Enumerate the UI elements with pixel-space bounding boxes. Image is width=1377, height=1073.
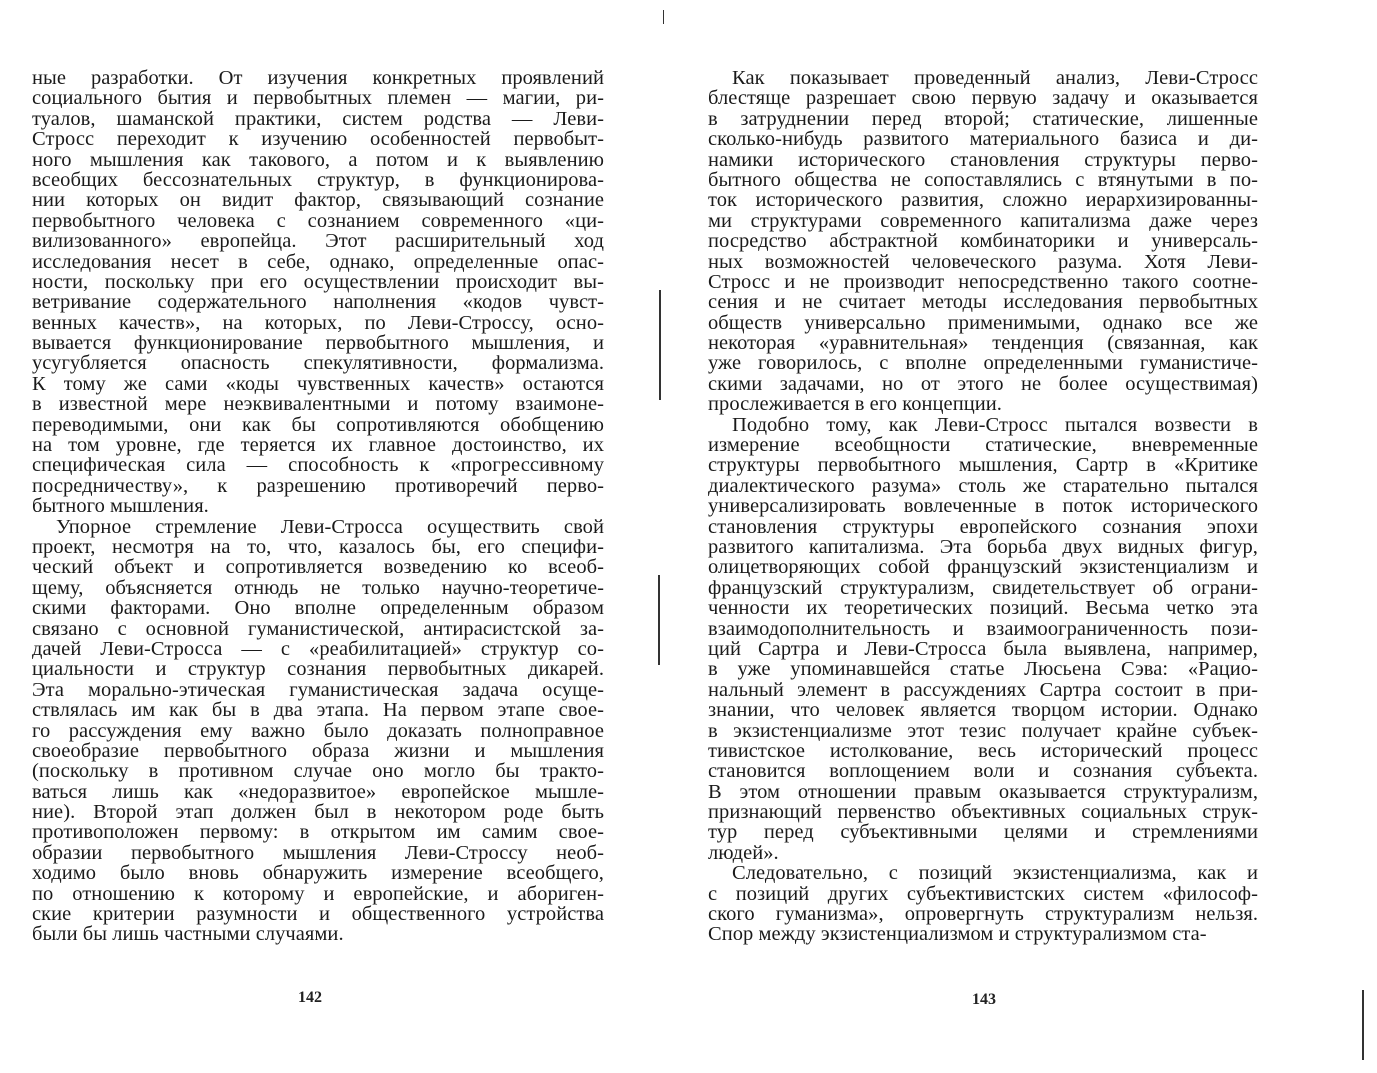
- text-line: щему, объясняется отнюдь не только научно-теоретиче-: [32, 576, 604, 599]
- text-line: образии первобытного мышления Леви-Строссу необ-: [32, 841, 604, 864]
- text-line: бытного общества не сопоставлялись с втянутыми в по-: [708, 168, 1258, 191]
- text-line: в экзистенциализме этот тезис получает крайне субъек-: [708, 719, 1258, 742]
- text-line: ские критерии разумности и общественного устройства: [32, 903, 604, 926]
- text-line: знании, что человек является творцом истории. Однако: [708, 699, 1258, 722]
- text-line: ности, поскольку при его осуществлении происходит вы-: [32, 270, 604, 293]
- text-line: усугубляется опасность спекулятивности, формализма.: [32, 352, 604, 375]
- text-line: намики исторического становления структуры перво-: [708, 148, 1258, 171]
- text-line: структуры первобытного мышления, Сартр в «Критике: [708, 454, 1258, 477]
- text-line: посредничеству», к разрешению противоречий перво-: [32, 474, 604, 497]
- text-line: взаимодополнительность и взаимоограниченность пози-: [708, 617, 1258, 640]
- gutter-line: [659, 290, 661, 400]
- text-line: ми структурами современного капитализма даже через: [708, 209, 1258, 232]
- text-line: ние). Второй этап должен был в некотором роде быть: [32, 801, 604, 824]
- text-line: людей».: [708, 841, 779, 864]
- text-line: исследования несет в себе, однако, определенные опас-: [32, 250, 604, 273]
- text-line: тур перед субъективными целями и стремлениями: [708, 821, 1258, 844]
- text-line: туалов, шаманской практики, систем родства — Леви-: [32, 107, 604, 130]
- text-line: нии которых он видит фактор, связывающий сознание: [32, 189, 604, 212]
- text-line: первобытного человека с сознанием современного «ци-: [32, 209, 604, 232]
- text-line: тивистское истолкование, весь исторический процесс: [708, 739, 1258, 762]
- text-line: своеобразие первобытного образа жизни и мышления: [32, 739, 604, 762]
- text-line: (поскольку в противном случае оно могло бы тракто-: [32, 760, 604, 783]
- text-line: венных качеств», на которых, по Леви-Строссу, осно-: [32, 311, 604, 334]
- text-line: ского гуманизма», опровергнуть структурализм нельзя.: [708, 903, 1258, 926]
- text-line: прослеживается в его концепции.: [708, 393, 1002, 416]
- text-line: сения и не считает методы исследования первобытных: [708, 291, 1258, 314]
- text-line: некоторая «уравнительная» тенденция (связанная, как: [708, 332, 1258, 355]
- text-line: французский структурализм, свидетельствует об ограни-: [708, 576, 1258, 599]
- text-line: ток исторического развития, сложно иерархизированны-: [708, 189, 1258, 212]
- text-line: ных возможностей человеческого разума. Хотя Леви-: [708, 250, 1258, 273]
- text-line: всеобщих бессознательных структур, в функционирова-: [32, 168, 604, 191]
- text-line: становится воплощением воли и сознания субъекта.: [708, 760, 1258, 783]
- text-line: универсализировать вовлеченные в поток исторического: [708, 495, 1258, 518]
- text-line: ветривание содержательного наполнения «кодов чувст-: [32, 291, 604, 314]
- right-page-text: [708, 68, 1258, 945]
- text-line: с позиций других субъективистских систем «философ-: [708, 882, 1258, 905]
- text-line: ходимо было вновь обнаружить измерение всеобщего,: [32, 862, 604, 885]
- text-line: ваться лишь как «недоразвитое» европейское мышле-: [32, 780, 604, 803]
- text-line: становления структуры европейского сознания эпохи: [708, 515, 1258, 538]
- text-line: развитого капитализма. Эта борьба двух видных фигур,: [708, 535, 1258, 558]
- text-line: ций Сартра и Леви-Стросса была выявлена, например,: [708, 637, 1258, 660]
- text-line: посредство абстрактной комбинаторики и универсаль-: [708, 230, 1258, 253]
- right-page-number: 143: [972, 991, 996, 1008]
- text-line: вилизованного» европейца. Этот расширительный ход: [32, 230, 604, 253]
- text-line: в уже упоминавшейся статье Люсьена Сэва: «Рацио-: [708, 658, 1258, 681]
- text-line: Как показывает проведенный анализ, Леви-Стросс: [732, 67, 1258, 89]
- text-line: Следовательно, с позиций экзистенциализма, как и: [732, 862, 1258, 885]
- text-line: специфическая сила — способность к «прогрессивному: [32, 454, 604, 477]
- text-line: олицетворяющих собой французский экзистенциализм и: [708, 556, 1258, 579]
- right-page: [688, 0, 1377, 1073]
- text-line: блестяще разрешает свою первую задачу и оказывается: [708, 87, 1258, 110]
- text-line: измерение всеобщности статические, вневременные: [708, 434, 1258, 457]
- text-line: переводимыми, они как бы сопротивляются обобщению: [32, 413, 604, 436]
- text-line: диалектического разума» столь же старательно пытался: [708, 474, 1258, 497]
- text-line: ного мышления как такового, а потом и к выявлению: [32, 148, 604, 171]
- text-line: были бы лишь частными случаями.: [32, 923, 344, 946]
- text-line: ствлялась им как бы в два этапа. На первом этапе свое-: [32, 699, 604, 722]
- text-line: К тому же сами «коды чувственных качеств» остаются: [32, 372, 604, 395]
- text-line: сколько-нибудь развитого материального базиса и ди-: [708, 128, 1258, 151]
- gutter-line: [658, 575, 660, 665]
- text-line: Стросс переходит к изучению особенностей первобыт-: [32, 128, 604, 151]
- text-line: скими факторами. Оно вполне определенным образом: [32, 597, 604, 620]
- text-line: на том уровне, где теряется их главное достоинство, их: [32, 434, 604, 457]
- text-line: Упорное стремление Леви-Стросса осуществить свой: [56, 515, 604, 538]
- text-line: уже говорилось, с вполне определенными гуманистиче-: [708, 352, 1258, 375]
- text-line: го рассуждения ему важно было доказать полноправное: [32, 719, 604, 742]
- text-line: Стросс и не производит непосредственно такого соотне-: [708, 270, 1258, 293]
- text-line: циальности и структур сознания первобытных дикарей.: [32, 658, 604, 681]
- text-line: скими задачами, но от этого не более осуществимая): [708, 372, 1258, 395]
- text-line: связано с основной гуманистической, антирасистской за-: [32, 617, 604, 640]
- text-line: признающий первенство объективных социальных струк-: [708, 801, 1258, 824]
- text-line: дачей Леви-Стросса — с «реабилитацией» структур со-: [32, 637, 604, 660]
- gutter-line: [663, 10, 664, 24]
- text-line: в затруднении перед второй; статические, лишенные: [708, 107, 1258, 130]
- text-line: ченности их теоретических позиций. Весьма четко эта: [708, 597, 1258, 620]
- text-line: противоположен первому: в открытом им самим свое-: [32, 821, 604, 844]
- left-page-number: 142: [298, 989, 322, 1006]
- text-line: Подобно тому, как Леви-Стросс пытался возвести в: [732, 413, 1258, 436]
- text-line: в известной мере неэквивалентными и потому взаимоне-: [32, 393, 604, 416]
- left-page-text: [32, 68, 604, 945]
- text-line: Спор между экзистенциализмом и структурализмом ста-: [708, 923, 1207, 946]
- text-line: нальный элемент в рассуждениях Сартра состоит в при-: [708, 678, 1258, 701]
- text-line: бытного мышления.: [32, 495, 209, 518]
- text-line: В этом отношении правым оказывается структурализм,: [708, 780, 1258, 803]
- left-page: [0, 0, 688, 1073]
- page-edge-line: [1362, 990, 1364, 1060]
- text-line: ческий объект и сопротивляется возведению ко всеоб-: [32, 556, 604, 579]
- text-line: обществ универсально применимыми, однако все же: [708, 311, 1258, 334]
- text-line: Эта морально-этическая гуманистическая задача осуще-: [32, 678, 604, 701]
- text-line: социального бытия и первобытных племен — магии, ри-: [32, 87, 604, 110]
- text-line: ные разработки. От изучения конкретных проявлений: [32, 67, 604, 89]
- text-line: по отношению к которому и европейские, и абориген-: [32, 882, 604, 905]
- text-line: проект, несмотря на то, что, казалось бы, его специфи-: [32, 535, 604, 558]
- text-line: вывается функционирование первобытного мышления, и: [32, 332, 604, 355]
